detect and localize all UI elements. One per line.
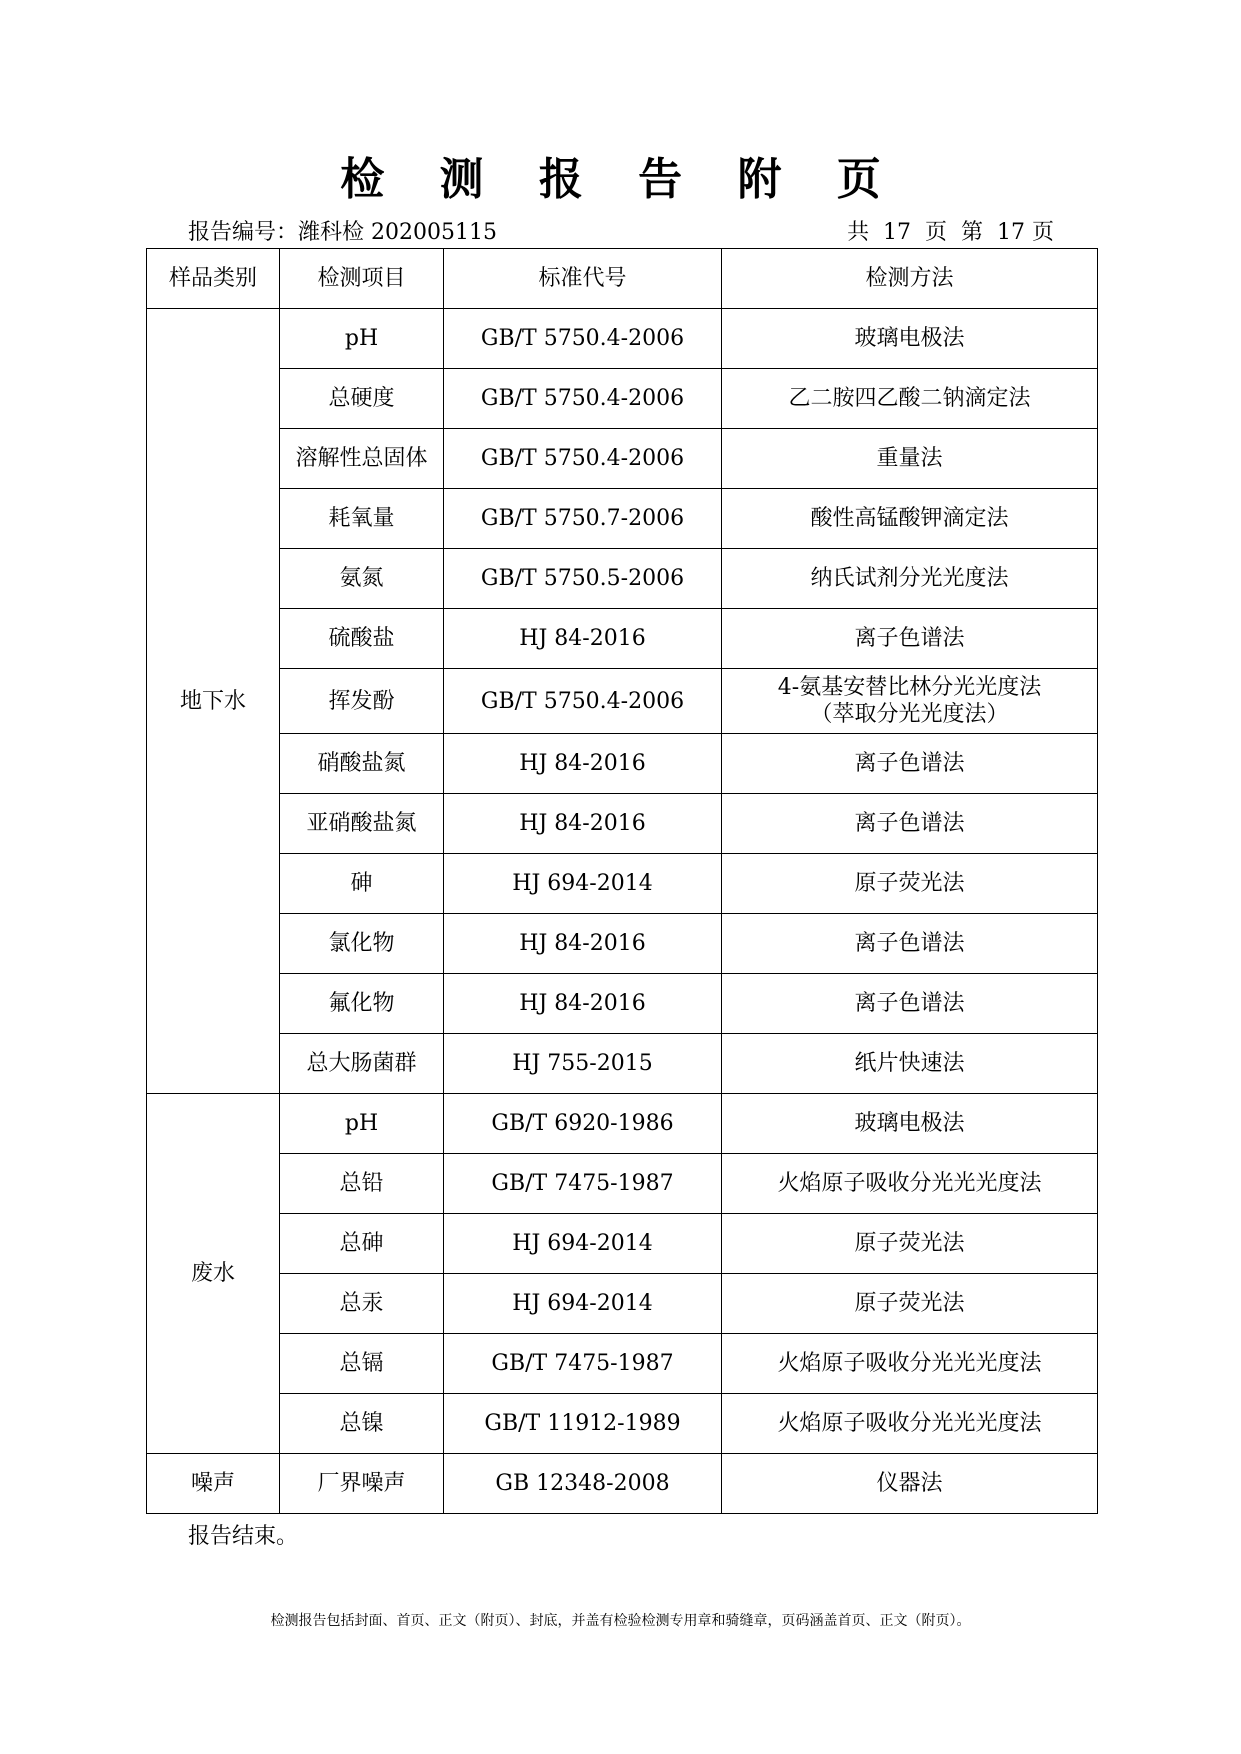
table-row bbox=[147, 1394, 1098, 1454]
method-cell: 原子荧光法 bbox=[722, 1274, 1098, 1334]
item-cell: 耗氧量 bbox=[280, 489, 444, 549]
method-line-2: （萃取分光光度法） bbox=[810, 702, 1009, 727]
method-cell bbox=[722, 669, 1098, 734]
method-cell: 离子色谱法 bbox=[722, 609, 1098, 669]
item-cell: 硫酸盐 bbox=[280, 609, 444, 669]
footer-note: 检测报告包括封面、首页、正文（附页）、封底，并盖有检验检测专用章和骑缝章，页码涵盖首页、正文（附页）。 bbox=[270, 1613, 971, 1629]
method-cell: 重量法 bbox=[722, 429, 1098, 489]
method-cell: 离子色谱法 bbox=[722, 794, 1098, 854]
table-row bbox=[147, 1334, 1098, 1394]
standard-cell: GB/T 5750.4-2006 bbox=[444, 309, 722, 369]
table-row bbox=[147, 974, 1098, 1034]
item-cell: 总砷 bbox=[280, 1214, 444, 1274]
table-row bbox=[147, 1214, 1098, 1274]
standard-cell: HJ 694-2014 bbox=[444, 1274, 722, 1334]
standard-cell: GB/T 6920-1986 bbox=[444, 1094, 722, 1154]
header-standard: 标准代号 bbox=[444, 249, 722, 309]
method-cell: 玻璃电极法 bbox=[722, 309, 1098, 369]
standard-cell: HJ 694-2014 bbox=[444, 1214, 722, 1274]
standard-cell: HJ 755-2015 bbox=[444, 1034, 722, 1094]
standard-cell: GB/T 5750.4-2006 bbox=[444, 669, 722, 734]
method-cell: 离子色谱法 bbox=[722, 734, 1098, 794]
standard-cell: HJ 84-2016 bbox=[444, 734, 722, 794]
item-cell: 总汞 bbox=[280, 1274, 444, 1334]
report-end-note: 报告结束。 bbox=[188, 1524, 299, 1549]
standard-cell: GB/T 5750.4-2006 bbox=[444, 369, 722, 429]
method-cell: 原子荧光法 bbox=[722, 854, 1098, 914]
standard-cell: GB/T 5750.4-2006 bbox=[444, 429, 722, 489]
item-cell: pH bbox=[280, 309, 444, 369]
table-row bbox=[147, 1094, 1098, 1154]
item-cell: 氨氮 bbox=[280, 549, 444, 609]
item-cell: 氯化物 bbox=[280, 914, 444, 974]
standard-cell: HJ 84-2016 bbox=[444, 794, 722, 854]
header-category: 样品类别 bbox=[147, 249, 280, 309]
method-line-1: 4-氨基安替比林分光光度法 bbox=[777, 675, 1042, 700]
item-cell: 总镍 bbox=[280, 1394, 444, 1454]
item-cell: 挥发酚 bbox=[280, 669, 444, 734]
method-cell: 离子色谱法 bbox=[722, 914, 1098, 974]
table-row bbox=[147, 854, 1098, 914]
standard-cell: HJ 84-2016 bbox=[444, 974, 722, 1034]
standard-cell: GB/T 11912-1989 bbox=[444, 1394, 722, 1454]
page-title: 检 测 报 告 附 页 bbox=[340, 154, 901, 205]
table-row bbox=[147, 1454, 1098, 1514]
method-cell: 火焰原子吸收分光光光度法 bbox=[722, 1334, 1098, 1394]
table-row bbox=[147, 1154, 1098, 1214]
standard-cell: HJ 84-2016 bbox=[444, 609, 722, 669]
item-cell: 溶解性总固体 bbox=[280, 429, 444, 489]
header-method: 检测方法 bbox=[722, 249, 1098, 309]
standard-cell: HJ 694-2014 bbox=[444, 854, 722, 914]
header-item: 检测项目 bbox=[280, 249, 444, 309]
category-cell: 地下水 bbox=[147, 309, 280, 1094]
standard-cell: HJ 84-2016 bbox=[444, 914, 722, 974]
method-cell: 原子荧光法 bbox=[722, 1214, 1098, 1274]
method-cell: 火焰原子吸收分光光光度法 bbox=[722, 1154, 1098, 1214]
table-row bbox=[147, 429, 1098, 489]
item-cell: 总镉 bbox=[280, 1334, 444, 1394]
table-row bbox=[147, 489, 1098, 549]
method-cell: 离子色谱法 bbox=[722, 974, 1098, 1034]
table-row bbox=[147, 369, 1098, 429]
item-cell: 亚硝酸盐氮 bbox=[280, 794, 444, 854]
report-number: 报告编号：潍科检 202005115 bbox=[188, 220, 497, 245]
table-row bbox=[147, 669, 1098, 734]
table-row bbox=[147, 734, 1098, 794]
item-cell: 砷 bbox=[280, 854, 444, 914]
method-cell: 仪器法 bbox=[722, 1454, 1098, 1514]
method-cell: 纳氏试剂分光光度法 bbox=[722, 549, 1098, 609]
table-row bbox=[147, 1034, 1098, 1094]
item-cell: 硝酸盐氮 bbox=[280, 734, 444, 794]
table-row bbox=[147, 609, 1098, 669]
category-cell: 噪声 bbox=[147, 1454, 280, 1514]
report-meta bbox=[188, 218, 1054, 248]
standard-cell: GB/T 7475-1987 bbox=[444, 1334, 722, 1394]
item-cell: 总铅 bbox=[280, 1154, 444, 1214]
method-cell: 乙二胺四乙酸二钠滴定法 bbox=[722, 369, 1098, 429]
standard-cell: GB/T 7475-1987 bbox=[444, 1154, 722, 1214]
table-row bbox=[147, 914, 1098, 974]
item-cell: 氟化物 bbox=[280, 974, 444, 1034]
item-cell: pH bbox=[280, 1094, 444, 1154]
standard-cell: GB 12348-2008 bbox=[444, 1454, 722, 1514]
item-cell: 总大肠菌群 bbox=[280, 1034, 444, 1094]
table-header-row bbox=[147, 249, 1098, 309]
page-info: 共 17 页 第 17 页 bbox=[847, 220, 1054, 245]
item-cell: 厂界噪声 bbox=[280, 1454, 444, 1514]
table-row bbox=[147, 549, 1098, 609]
table-row bbox=[147, 1274, 1098, 1334]
standard-cell: GB/T 5750.7-2006 bbox=[444, 489, 722, 549]
standard-cell: GB/T 5750.5-2006 bbox=[444, 549, 722, 609]
table-row bbox=[147, 794, 1098, 854]
item-cell: 总硬度 bbox=[280, 369, 444, 429]
method-cell: 纸片快速法 bbox=[722, 1034, 1098, 1094]
test-methods-table bbox=[146, 248, 1098, 1514]
table-row bbox=[147, 309, 1098, 369]
method-cell: 玻璃电极法 bbox=[722, 1094, 1098, 1154]
method-cell: 火焰原子吸收分光光光度法 bbox=[722, 1394, 1098, 1454]
method-cell: 酸性高锰酸钾滴定法 bbox=[722, 489, 1098, 549]
category-cell: 废水 bbox=[147, 1094, 280, 1454]
